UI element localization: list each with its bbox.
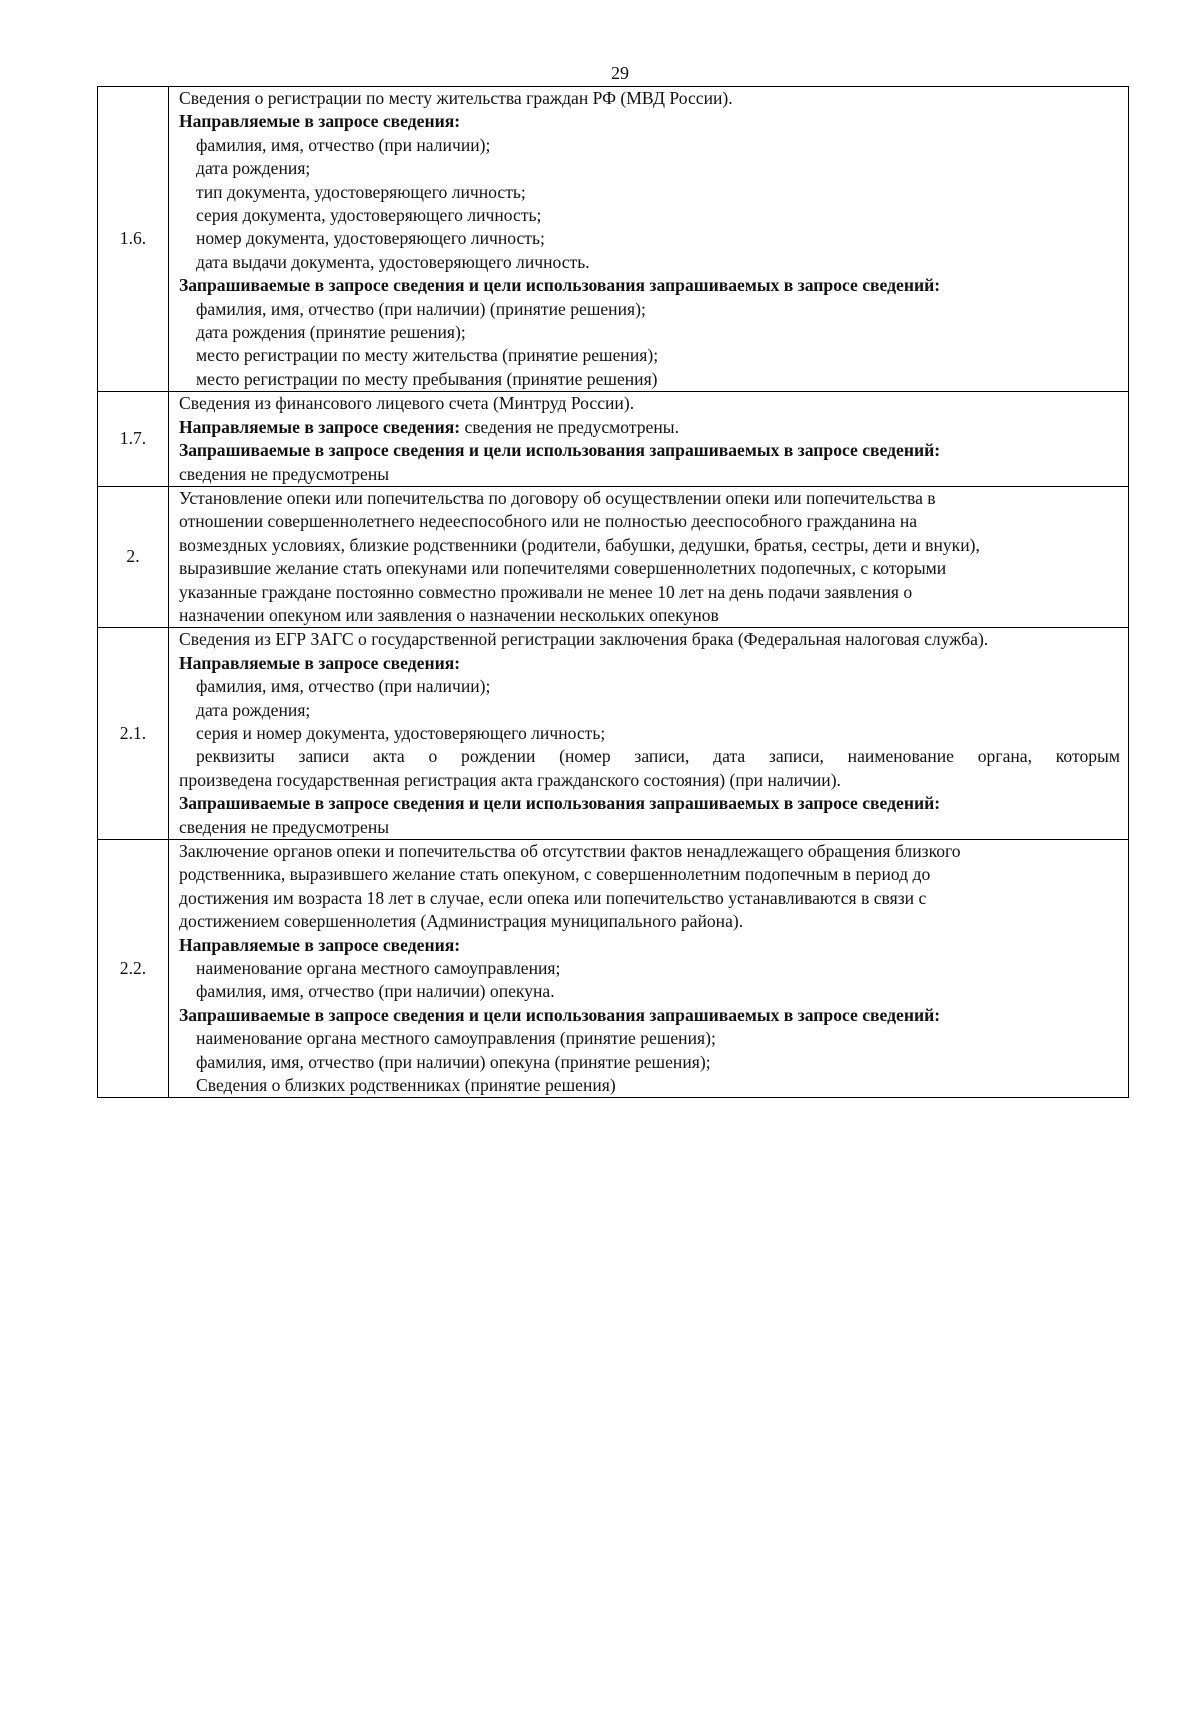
- section-heading: [179, 110, 1120, 133]
- list-item: Сведения о близких родственниках (принятие решения): [196, 1075, 616, 1096]
- text-line: Сведения о регистрации по месту жительства граждан РФ (МВД России).: [179, 88, 733, 108]
- row-number: 2.2.: [98, 840, 169, 1098]
- table-row: [98, 486, 1129, 627]
- text-line: родственника, выразившего желание стать опекуном, с совершеннолетним подопечным в период до: [179, 864, 931, 885]
- row-content: [169, 840, 1129, 1098]
- row-content: [169, 87, 1129, 392]
- row-number: 2.: [98, 486, 169, 627]
- section-heading-label: Запрашиваемые в запросе сведения и цели использования запрашиваемых в запросе сведений:: [179, 275, 941, 296]
- text-line: назначении опекуном или заявления о назначении нескольких опекунов: [179, 604, 719, 625]
- list-item: фамилия, имя, отчество (при наличии) опекуна.: [196, 981, 555, 1002]
- row-number: 1.7.: [98, 392, 169, 487]
- section-heading-label: Направляемые в запросе сведения:: [179, 652, 461, 673]
- table-row: [98, 87, 1129, 392]
- list-item: серия документа, удостоверяющего личность;: [196, 205, 542, 226]
- row-number: 2.1.: [98, 628, 169, 840]
- section-heading: [179, 439, 1120, 462]
- list-item: наименование органа местного самоуправления (принятие решения);: [196, 1028, 716, 1049]
- section-heading-label: Направляемые в запросе сведения:: [179, 416, 461, 437]
- row-content: [169, 486, 1129, 627]
- page-number: 29: [611, 63, 629, 83]
- section-heading: [179, 1004, 1120, 1027]
- section-heading-label: Направляемые в запросе сведения:: [179, 934, 461, 955]
- list-item: наименование органа местного самоуправления;: [196, 958, 561, 979]
- section-heading: [179, 652, 1120, 675]
- text-line: указанные граждане постоянно совместно проживали не менее 10 лет на день подачи заявления о: [179, 581, 913, 602]
- list-item: дата рождения (принятие решения);: [196, 322, 466, 343]
- text-line: реквизиты записи акта о рождении (номер записи, дата записи, наименование органа, которым: [196, 746, 1120, 767]
- document-table-body: [98, 87, 1129, 1098]
- list-item: место регистрации по месту пребывания (принятие решения): [196, 368, 658, 389]
- text-line: достижением совершеннолетия (Администрация муниципального района).: [179, 911, 744, 932]
- table-row: [98, 392, 1129, 487]
- text-line: достижения им возраста 18 лет в случае, если опека или попечительство устанавливаются в связи с: [179, 887, 927, 908]
- list-item: тип документа, удостоверяющего личность;: [196, 181, 526, 202]
- list-item: фамилия, имя, отчество (при наличии) опекуна (принятие решения);: [196, 1051, 711, 1072]
- section-heading: [179, 416, 1120, 439]
- text-line: произведена государственная регистрация акта гражданского состояния) (при наличии).: [179, 769, 841, 790]
- list-item: фамилия, имя, отчество (при наличии);: [196, 676, 491, 697]
- list-item: дата выдачи документа, удостоверяющего личность.: [196, 251, 590, 272]
- section-heading-label: Запрашиваемые в запросе сведения и цели использования запрашиваемых в запросе сведений:: [179, 1004, 941, 1025]
- text-line: Сведения из финансового лицевого счета (Минтруд России).: [179, 393, 635, 414]
- table-row: [98, 840, 1129, 1098]
- section-heading-label: Запрашиваемые в запросе сведения и цели использования запрашиваемых в запросе сведений:: [179, 793, 941, 814]
- document-table: [97, 86, 1129, 1098]
- section-heading: [179, 934, 1120, 957]
- row-content: [169, 628, 1129, 840]
- text-line: возмездных условиях, близкие родственники (родители, бабушки, дедушки, братья, сестры, дети и внуки),: [179, 534, 980, 555]
- list-item: дата рождения;: [196, 158, 311, 179]
- text-line: сведения не предусмотрены: [179, 816, 390, 837]
- row-content: [169, 392, 1129, 487]
- list-item: фамилия, имя, отчество (при наличии);: [196, 134, 491, 155]
- list-item: номер документа, удостоверяющего личность;: [196, 228, 545, 249]
- list-item: место регистрации по месту жительства (принятие решения);: [196, 345, 659, 366]
- table-row: [98, 628, 1129, 840]
- list-item: фамилия, имя, отчество (при наличии) (принятие решения);: [196, 298, 646, 319]
- text-line: выразившие желание стать опекунами или попечителями совершеннолетних подопечных, с которыми: [179, 558, 947, 579]
- section-heading-label: Запрашиваемые в запросе сведения и цели использования запрашиваемых в запросе сведений:: [179, 440, 941, 461]
- section-heading: [179, 274, 1120, 297]
- row-number: 1.6.: [98, 87, 169, 392]
- text-line: Установление опеки или попечительства по договору об осуществлении опеки или попечительства в: [179, 487, 936, 508]
- section-heading-label: Направляемые в запросе сведения:: [179, 111, 461, 132]
- section-heading: [179, 792, 1120, 815]
- section-heading-value: сведения не предусмотрены.: [460, 416, 679, 437]
- text-line: отношении совершеннолетнего недееспособного или не полностью дееспособного гражданина на: [179, 511, 918, 532]
- list-item: серия и номер документа, удостоверяющего личность;: [196, 722, 606, 743]
- text-line: Сведения из ЕГР ЗАГС о государственной регистрации заключения брака (Федеральная налоговая служба).: [179, 629, 989, 650]
- text-line: Заключение органов опеки и попечительства об отсутствии фактов ненадлежащего обращения близкого: [179, 841, 961, 861]
- text-line: сведения не предусмотрены: [179, 463, 390, 484]
- list-item: дата рождения;: [196, 699, 311, 720]
